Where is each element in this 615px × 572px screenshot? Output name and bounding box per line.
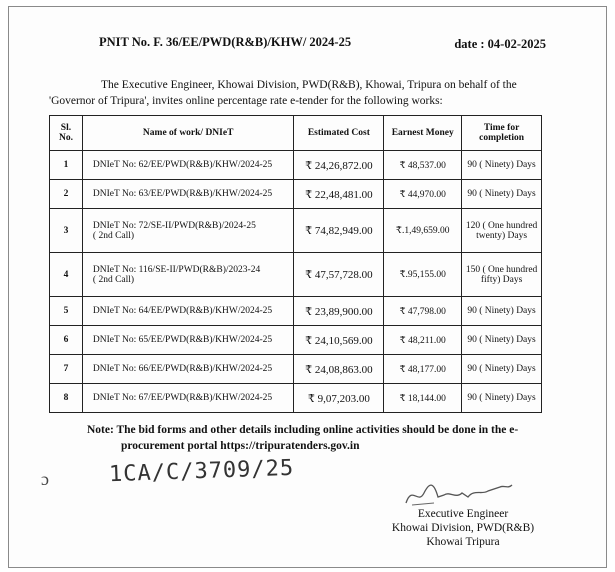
- handwritten-number: 1CA/C/3709/25: [108, 455, 295, 488]
- earnest-cell: ₹.1,49,659.00: [384, 209, 462, 253]
- table-row: [50, 209, 542, 253]
- signatory-division: Khowai Division, PWD(R&B): [391, 522, 535, 534]
- intro-line-2: 'Governor of Tripura', invites online percentage rate e-tender for the following works:: [49, 95, 443, 107]
- table-header-row: [50, 116, 542, 151]
- time-cell: 90 ( Ninety) Days: [462, 326, 542, 355]
- col-header-time: Time for completion: [462, 116, 542, 151]
- col-header-sl: Sl. No.: [50, 116, 83, 151]
- col-header-cost: Estimated Cost: [294, 116, 384, 151]
- cost-cell: ₹ 22,48,481.00: [294, 180, 384, 209]
- signatory-location: Khowai Tripura: [426, 536, 500, 548]
- dniet-number: DNIeT No: 116/SE-II/PWD(R&B)/2023-24: [92, 264, 261, 275]
- call-number: ( 2nd Call): [92, 274, 135, 285]
- name-cell: [82, 253, 294, 297]
- earnest-cell: ₹ 48,177.00: [384, 355, 462, 384]
- name-cell: [82, 180, 294, 209]
- time-cell: 120 ( One hundred twenty) Days: [462, 209, 542, 253]
- signature-block: [373, 507, 553, 549]
- sl-cell: 7: [50, 355, 83, 384]
- time-cell: 90 ( Ninety) Days: [462, 180, 542, 209]
- cost-cell: ₹ 74,82,949.00: [294, 209, 384, 253]
- time-cell: 90 ( Ninety) Days: [462, 151, 542, 180]
- table-row: [50, 180, 542, 209]
- sl-cell: 6: [50, 326, 83, 355]
- name-cell: [82, 209, 294, 253]
- intro-paragraph: [49, 77, 554, 109]
- table-row: [50, 326, 542, 355]
- document-date: date : 04-02-2025: [454, 37, 546, 51]
- cost-cell: ₹ 47,57,728.00: [294, 253, 384, 297]
- col-header-earnest: Earnest Money: [384, 116, 462, 151]
- name-cell: [82, 151, 294, 180]
- time-cell: 90 ( Ninety) Days: [462, 297, 542, 326]
- sl-cell: 5: [50, 297, 83, 326]
- name-cell: [82, 326, 294, 355]
- table-row: [50, 297, 542, 326]
- cost-cell: ₹ 9,07,203.00: [294, 384, 384, 413]
- earnest-cell: ₹ 47,798.00: [384, 297, 462, 326]
- earnest-cell: ₹ 48,211.00: [384, 326, 462, 355]
- earnest-cell: ₹ 48,537.00: [384, 151, 462, 180]
- table-row: [50, 151, 542, 180]
- dniet-number: DNIeT No: 64/EE/PWD(R&B)/KHW/2024-25: [92, 306, 273, 316]
- dniet-number: DNIeT No: 67/EE/PWD(R&B)/KHW/2024-25: [92, 393, 273, 403]
- intro-line-1: The Executive Engineer, Khowai Division, PWD(R&B), Khowai, Tripura on behalf of the: [101, 79, 517, 91]
- earnest-cell: ₹ 44,970.00: [384, 180, 462, 209]
- sl-cell: 8: [50, 384, 83, 413]
- sl-cell: 4: [50, 253, 83, 297]
- time-cell: 90 ( Ninety) Days: [462, 355, 542, 384]
- dniet-number: DNIeT No: 66/EE/PWD(R&B)/KHW/2024-25: [92, 364, 273, 374]
- signatory-title: Executive Engineer: [417, 508, 509, 520]
- reference-number: PNIT No. F. 36/EE/PWD(R&B)/KHW/ 2024-25: [99, 35, 352, 49]
- document-page: [8, 6, 607, 568]
- handwritten-mark: ɔ: [41, 469, 49, 489]
- time-cell: 150 ( One hundred fifty) Days: [462, 253, 542, 297]
- earnest-cell: ₹ 18,144.00: [384, 384, 462, 413]
- dniet-number: DNIeT No: 62/EE/PWD(R&B)/KHW/2024-25: [92, 160, 273, 170]
- cost-cell: ₹ 24,08,863.00: [294, 355, 384, 384]
- note-line-2: procurement portal https://tripuratenders.gov.in: [121, 440, 360, 452]
- cost-cell: ₹ 24,26,872.00: [294, 151, 384, 180]
- name-cell: [82, 297, 294, 326]
- table-row: [50, 253, 542, 297]
- name-cell: [82, 355, 294, 384]
- sl-cell: 1: [50, 151, 83, 180]
- name-cell: [82, 384, 294, 413]
- sl-cell: 3: [50, 209, 83, 253]
- time-cell: 90 ( Ninety) Days: [462, 384, 542, 413]
- dniet-number: DNIeT No: 63/EE/PWD(R&B)/KHW/2024-25: [92, 189, 273, 199]
- document-header: [99, 35, 546, 55]
- sl-cell: 2: [50, 180, 83, 209]
- cost-cell: ₹ 23,89,900.00: [294, 297, 384, 326]
- table-row: [50, 384, 542, 413]
- note-paragraph: [87, 422, 557, 454]
- cost-cell: ₹ 24,10,569.00: [294, 326, 384, 355]
- works-table: [49, 115, 542, 413]
- dniet-number: DNIeT No: 65/EE/PWD(R&B)/KHW/2024-25: [92, 335, 273, 345]
- dniet-number: DNIeT No: 72/SE-II/PWD(R&B)/2024-25: [92, 220, 256, 231]
- note-line-1: Note: The bid forms and other details including online activities should be done in the e-: [87, 424, 519, 436]
- col-header-name: Name of work/ DNIeT: [82, 116, 294, 151]
- signature-scrawl: [404, 475, 514, 511]
- earnest-cell: ₹.95,155.00: [384, 253, 462, 297]
- call-number: ( 2nd Call): [92, 230, 135, 241]
- table-row: [50, 355, 542, 384]
